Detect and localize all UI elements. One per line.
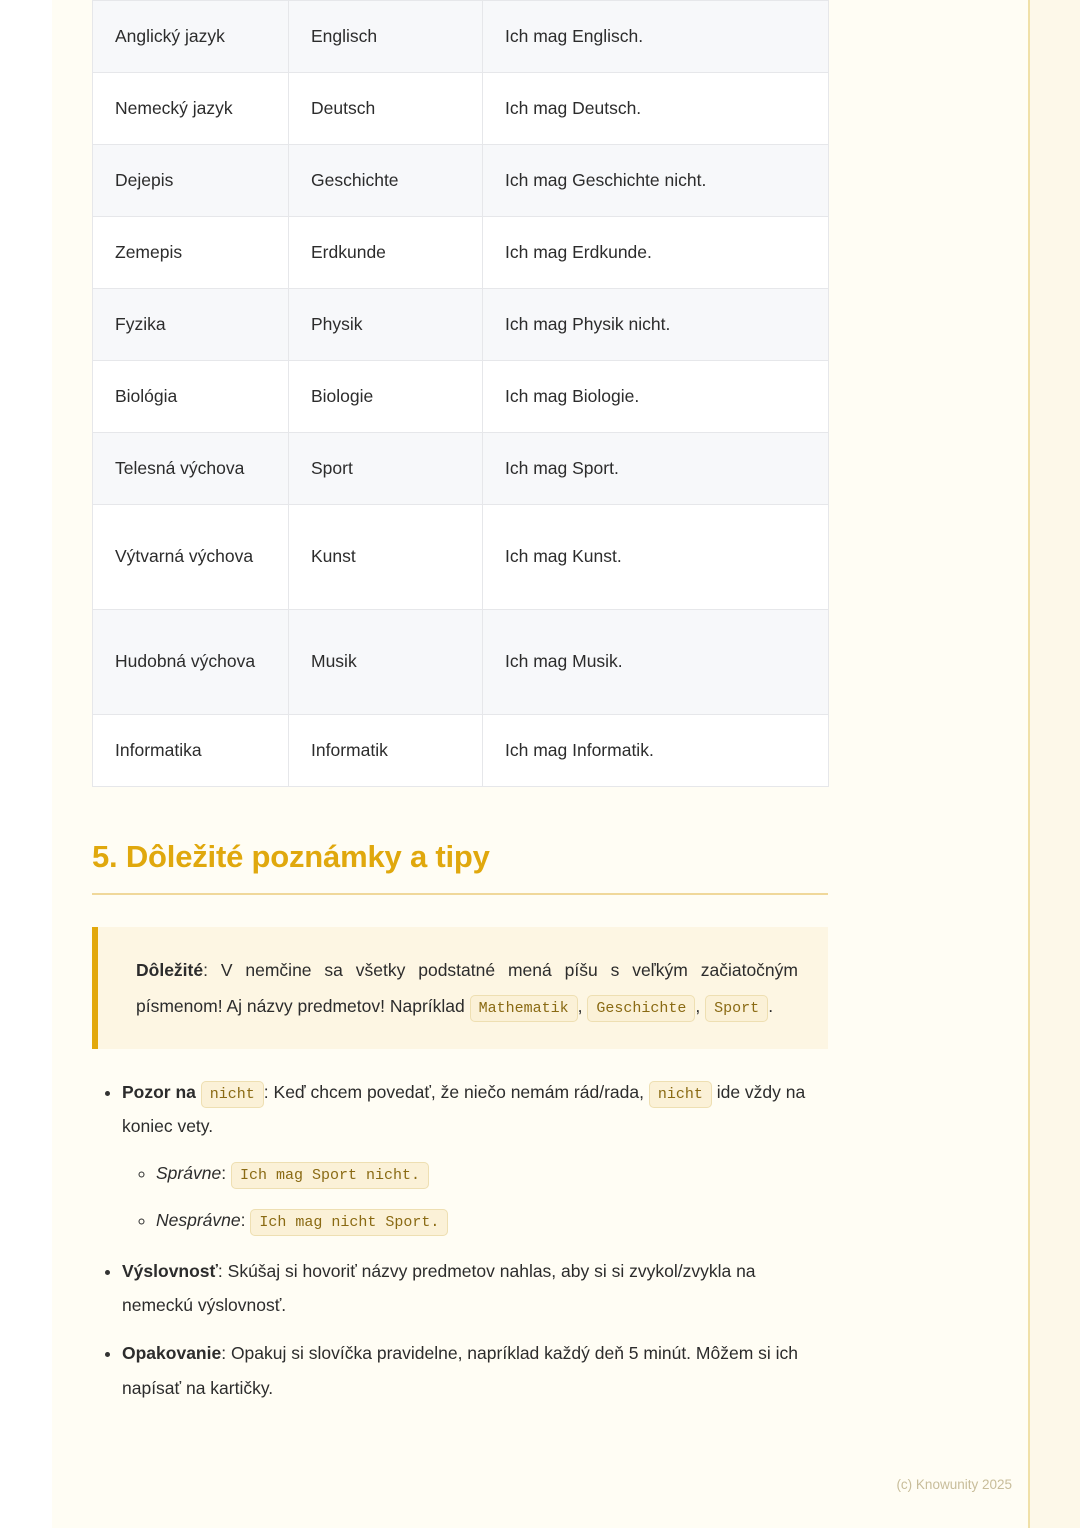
table-row bbox=[93, 145, 829, 217]
title-divider bbox=[92, 893, 828, 895]
tip-label: Pozor na bbox=[122, 1081, 196, 1102]
cell-sentence: Ich mag Musik. bbox=[483, 610, 829, 715]
cell-german: Kunst bbox=[289, 505, 483, 610]
cell-sentence: Ich mag Informatik. bbox=[483, 715, 829, 787]
tips-sublist bbox=[122, 1153, 828, 1240]
cell-german: Deutsch bbox=[289, 73, 483, 145]
cell-german: Informatik bbox=[289, 715, 483, 787]
cell-slovak: Dejepis bbox=[93, 145, 289, 217]
important-callout bbox=[92, 927, 828, 1049]
cell-sentence: Ich mag Geschichte nicht. bbox=[483, 145, 829, 217]
cell-sentence: Ich mag Physik nicht. bbox=[483, 289, 829, 361]
callout-comma: , bbox=[577, 995, 583, 1016]
tip-text-tail: ide vždy na koniec vety. bbox=[122, 1081, 806, 1136]
table-row bbox=[93, 361, 829, 433]
example-colon: : bbox=[221, 1163, 227, 1184]
cell-german: Sport bbox=[289, 433, 483, 505]
table-row bbox=[93, 1, 829, 73]
code-chip-sport: Sport bbox=[705, 995, 768, 1022]
document-content bbox=[92, 0, 828, 1419]
cell-sentence: Ich mag Biologie. bbox=[483, 361, 829, 433]
cell-slovak: Telesná výchova bbox=[93, 433, 289, 505]
code-chip-nicht: nicht bbox=[201, 1081, 264, 1108]
example-label-correct: Správne bbox=[156, 1163, 222, 1184]
list-item bbox=[156, 1153, 828, 1194]
code-chip-incorrect-sentence: Ich mag nicht Sport. bbox=[250, 1209, 448, 1236]
cell-german: Physik bbox=[289, 289, 483, 361]
cell-sentence: Ich mag Erdkunde. bbox=[483, 217, 829, 289]
cell-slovak: Výtvarná výchova bbox=[93, 505, 289, 610]
list-item bbox=[156, 1200, 828, 1241]
callout-comma: , bbox=[695, 995, 701, 1016]
cell-sentence: Ich mag Kunst. bbox=[483, 505, 829, 610]
copyright-note: (c) Knowunity 2025 bbox=[896, 1477, 1012, 1492]
code-chip-correct-sentence: Ich mag Sport nicht. bbox=[231, 1162, 429, 1189]
code-chip-mathematik: Mathematik bbox=[470, 995, 578, 1022]
example-colon: : bbox=[240, 1209, 246, 1230]
tip-label: Výslovnosť bbox=[122, 1261, 218, 1282]
page-divider-rule bbox=[1028, 0, 1030, 1528]
table-row bbox=[93, 715, 829, 787]
table-row bbox=[93, 505, 829, 610]
page-left-margin bbox=[0, 0, 52, 1528]
list-item bbox=[122, 1336, 828, 1404]
cell-sentence: Ich mag Sport. bbox=[483, 433, 829, 505]
cell-german: Erdkunde bbox=[289, 217, 483, 289]
tip-text: : Opakuj si slovíčka pravidelne, napríklad každý deň 5 minút. Môžem si ich napísať na kartičky. bbox=[122, 1343, 799, 1398]
callout-text: : V nemčine sa všetky podstatné mená píšu s veľkým začiatočným písmenom! Aj názvy predmetov! Napríklad bbox=[136, 960, 798, 1016]
table-row bbox=[93, 433, 829, 505]
list-item bbox=[122, 1254, 828, 1322]
code-chip-nicht: nicht bbox=[649, 1081, 712, 1108]
table-row bbox=[93, 73, 829, 145]
list-item bbox=[122, 1075, 828, 1240]
table-row bbox=[93, 610, 829, 715]
code-chip-geschichte: Geschichte bbox=[587, 995, 695, 1022]
cell-slovak: Biológia bbox=[93, 361, 289, 433]
cell-german: Biologie bbox=[289, 361, 483, 433]
cell-slovak: Zemepis bbox=[93, 217, 289, 289]
callout-label: Dôležité bbox=[136, 960, 204, 980]
cell-slovak: Anglický jazyk bbox=[93, 1, 289, 73]
cell-slovak: Nemecký jazyk bbox=[93, 73, 289, 145]
page-title: 5. Dôležité poznámky a tipy bbox=[92, 839, 490, 874]
cell-sentence: Ich mag Deutsch. bbox=[483, 73, 829, 145]
page-right-edge bbox=[1030, 0, 1080, 1528]
cell-slovak: Fyzika bbox=[93, 289, 289, 361]
callout-period: . bbox=[768, 995, 774, 1016]
cell-slovak: Informatika bbox=[93, 715, 289, 787]
cell-german: Musik bbox=[289, 610, 483, 715]
cell-german: Geschichte bbox=[289, 145, 483, 217]
example-label-incorrect: Nesprávne bbox=[156, 1209, 241, 1230]
tip-text: : Keď chcem povedať, že niečo nemám rád/rada, bbox=[263, 1081, 644, 1102]
tips-list bbox=[92, 1075, 828, 1405]
tip-text: : Skúšaj si hovoriť názvy predmetov nahlas, aby si si zvykol/zvykla na nemeckú výslovnosť. bbox=[122, 1261, 756, 1316]
table-row bbox=[93, 289, 829, 361]
cell-german: Englisch bbox=[289, 1, 483, 73]
tip-label: Opakovanie bbox=[122, 1343, 222, 1364]
cell-sentence: Ich mag Englisch. bbox=[483, 1, 829, 73]
vocabulary-table bbox=[92, 0, 829, 787]
cell-slovak: Hudobná výchova bbox=[93, 610, 289, 715]
table-row bbox=[93, 217, 829, 289]
